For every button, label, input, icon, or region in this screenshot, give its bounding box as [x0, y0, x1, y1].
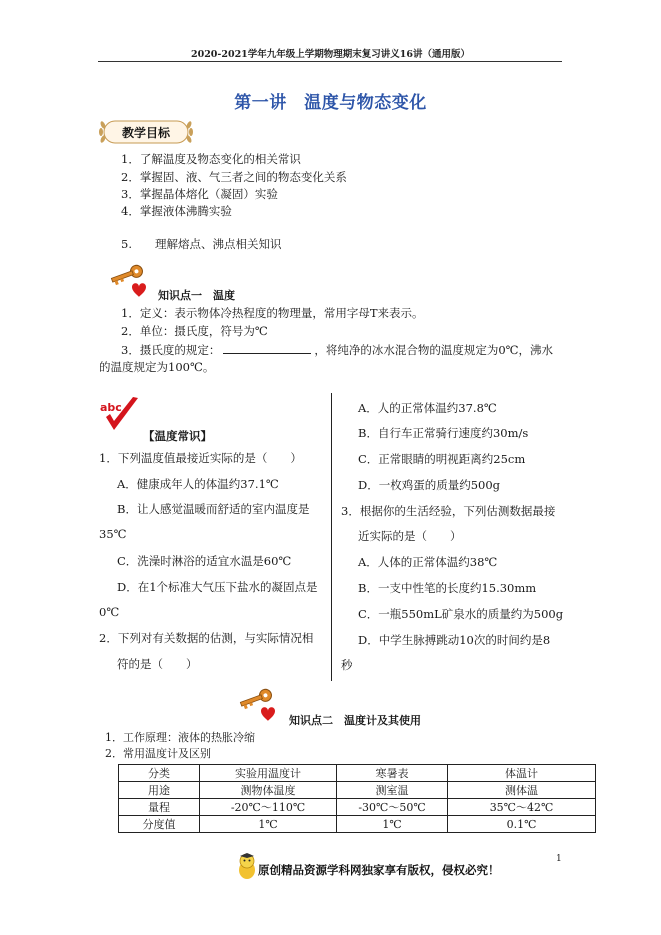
table-row — [119, 799, 596, 816]
table-cell: 分度值 — [119, 816, 200, 833]
option-line: D．一枚鸡蛋的质量约500g — [358, 478, 501, 492]
table-cell: 量程 — [119, 799, 200, 816]
kp1-definition: 1．定义：表示物体冷热程度的物理量，常用字母T来表示。 — [121, 306, 424, 320]
abc-checkmark-icon — [98, 395, 144, 435]
table-cell: 0.1℃ — [448, 816, 596, 833]
goal-item: 2．掌握固、液、气三者之间的物态变化关系 — [121, 170, 347, 184]
page-number: 1 — [556, 854, 562, 864]
table-cell: 分类 — [119, 765, 200, 782]
kp2-heading: 知识点二 温度计及其使用 — [289, 714, 421, 727]
table-cell: -20℃～110℃ — [200, 799, 337, 816]
option-line: C．正常眼睛的明视距离约25cm — [358, 452, 526, 466]
header-rule — [98, 61, 562, 62]
goal-item: 5. 理解熔点、沸点相关知识 — [121, 237, 282, 251]
option-line: 秒 — [341, 658, 353, 672]
question-line: 3．根据你的生活经验，下列估测数据最接 — [341, 504, 556, 518]
section-label: 【温度常识】 — [143, 429, 212, 443]
goals-badge-label: 教学目标 — [121, 126, 170, 140]
option-line: 0℃ — [99, 605, 120, 619]
kp1-rule-pre: 3．摄氏度的规定： — [121, 343, 221, 357]
table-cell: 寒暑表 — [337, 765, 448, 782]
option-line: D．在1个标准大气压下盐水的凝固点是 — [117, 580, 318, 594]
option-line: D．中学生脉搏跳动10次的时间约是8 — [358, 633, 551, 647]
goal-item: 3．掌握晶体熔化（凝固）实验 — [121, 187, 278, 201]
question-line: 1．下列温度值最接近实际的是（ ） — [99, 451, 302, 465]
key-heart-icon — [233, 687, 283, 723]
table-row — [119, 765, 596, 782]
table-row — [119, 816, 596, 833]
option-line: C．一瓶550mL矿泉水的质量约为500g — [358, 607, 564, 621]
goal-item: 1．了解温度及物态变化的相关常识 — [121, 152, 301, 166]
option-line: C．洗澡时淋浴的适宜水温是60℃ — [117, 554, 292, 568]
goal-item: 4．掌握液体沸腾实验 — [121, 204, 232, 218]
table-cell: 1℃ — [337, 816, 448, 833]
column-divider — [331, 393, 332, 681]
copyright-notice: 原创精品资源学科网独家享有版权，侵权必究！ — [258, 863, 500, 877]
option-line: B．让人感觉温暖而舒适的室内温度是 — [117, 502, 310, 516]
key-heart-icon — [104, 263, 154, 299]
table-cell: 测物体温度 — [200, 782, 337, 799]
table-cell: 测室温 — [337, 782, 448, 799]
table-row — [119, 782, 596, 799]
question-line: 2．下列对有关数据的估测，与实际情况相 — [99, 631, 314, 645]
thermometer-table — [118, 764, 596, 833]
table-cell: 35℃～42℃ — [448, 799, 596, 816]
table-cell: 实验用温度计 — [200, 765, 337, 782]
fill-in-blank[interactable] — [223, 342, 311, 354]
abc-icon-text: abc — [100, 401, 122, 414]
table-cell: -30℃～50℃ — [337, 799, 448, 816]
kp1-rule-post: ，将纯净的冰水混合物的温度规定为0℃，沸水 — [314, 343, 554, 357]
option-line: A．健康成年人的体温约37.1℃ — [117, 477, 279, 491]
kp2-principle: 1．工作原理：液体的热胀冷缩 — [105, 731, 255, 744]
table-cell: 体温计 — [448, 765, 596, 782]
option-line: 35℃ — [99, 527, 127, 541]
table-cell: 1℃ — [200, 816, 337, 833]
mascot-icon — [236, 852, 258, 880]
running-header: 2020-2021学年九年级上学期物理期末复习讲义16讲（通用版） — [190, 49, 471, 60]
option-line: B．自行车正常骑行速度约30m/s — [358, 426, 529, 440]
question-line: 符的是（ ） — [117, 657, 198, 671]
kp2-types: 2．常用温度计及区别 — [105, 747, 211, 760]
kp1-heading: 知识点一 温度 — [158, 289, 235, 302]
question-line: 近实际的是（ ） — [358, 529, 462, 543]
table-cell: 用途 — [119, 782, 200, 799]
table-cell: 测体温 — [448, 782, 596, 799]
kp1-rule — [121, 342, 553, 358]
lecture-title: 第一讲 温度与物态变化 — [234, 93, 427, 113]
kp1-rule-cont: 的温度规定为100℃。 — [99, 360, 215, 374]
kp1-unit: 2．单位：摄氏度，符号为℃ — [121, 324, 268, 338]
option-line: B．一支中性笔的长度约15.30mm — [358, 581, 537, 595]
option-line: A．人的正常体温约37.8℃ — [358, 401, 497, 415]
option-line: A．人体的正常体温约38℃ — [358, 555, 498, 569]
